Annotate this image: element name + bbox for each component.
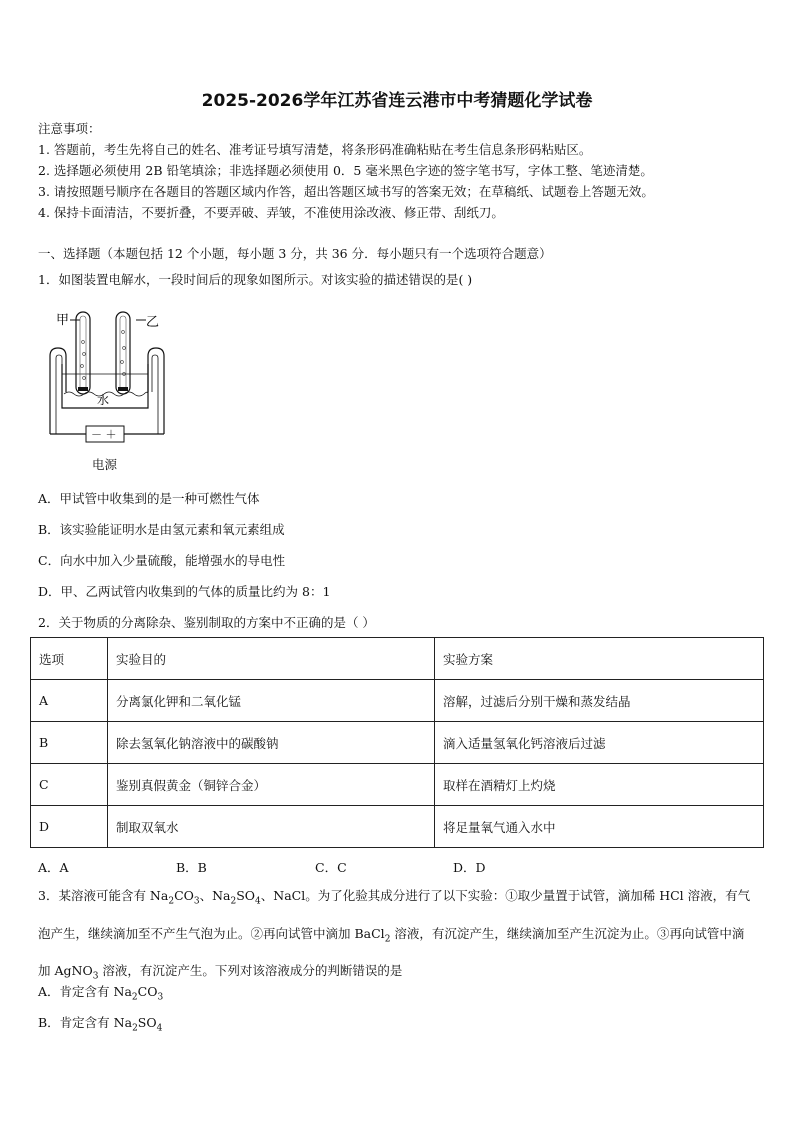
question-2-stem: 2．关于物质的分离除杂、鉴别制取的方案中不正确的是（ ） xyxy=(38,615,375,630)
q1-option-d: D．甲、乙两试管内收集到的气体的质量比约为 8：1 xyxy=(38,584,331,599)
q2-answer-c: C．C xyxy=(315,860,347,875)
table-cell: C xyxy=(31,764,108,806)
question-1-stem: 1．如图装置电解水，一段时间后的现象如图所示。对该实验的描述错误的是( ) xyxy=(38,272,473,287)
label-jia: 甲 xyxy=(56,312,70,327)
notice-heading: 注意事项： xyxy=(38,121,101,136)
notice-item-4: 4. 保持卡面清洁，不要折叠，不要弄破、弄皱，不准使用涂改液、修正带、刮纸刀。 xyxy=(38,205,504,220)
table-cell: 取样在酒精灯上灼烧 xyxy=(435,764,764,806)
header-option: 选项 xyxy=(31,638,108,680)
notice-item-3: 3. 请按照题号顺序在各题目的答题区域内作答，超出答题区域书写的答案无效；在草稿纸、试题卷上答题无效。 xyxy=(38,184,654,199)
table-row xyxy=(31,722,764,764)
q2-answer-b: B．B xyxy=(176,860,207,875)
table-cell: 将足量氧气通入水中 xyxy=(435,806,764,848)
table-cell: 制取双氧水 xyxy=(108,806,435,848)
table-row xyxy=(31,680,764,722)
label-water: 水 xyxy=(97,393,110,407)
power-polarity: － ＋ xyxy=(91,428,117,441)
electrolysis-diagram xyxy=(40,302,180,472)
q2-answer-a: A．A xyxy=(38,860,69,875)
table-cell: A xyxy=(31,680,108,722)
section-heading: 一、选择题（本题包括 12 个小题，每小题 3 分，共 36 分．每小题只有一个选项符合题意） xyxy=(38,246,552,261)
table-cell: 分离氯化钾和二氧化锰 xyxy=(108,680,435,722)
table-cell: D xyxy=(31,806,108,848)
table-row xyxy=(31,806,764,848)
table-cell: 鉴别真假黄金（铜锌合金） xyxy=(108,764,435,806)
q1-option-a: A．甲试管中收集到的是一种可燃性气体 xyxy=(38,491,260,506)
table-row xyxy=(31,764,764,806)
header-plan: 实验方案 xyxy=(435,638,764,680)
table-cell: 除去氢氧化钠溶液中的碳酸钠 xyxy=(108,722,435,764)
q3-option-b: B．肯定含有 $Na_2SO_4$ xyxy=(38,1015,163,1034)
table-cell: 溶解，过滤后分别干燥和蒸发结晶 xyxy=(435,680,764,722)
header-purpose: 实验目的 xyxy=(108,638,435,680)
q1-option-c: C．向水中加入少量硫酸，能增强水的导电性 xyxy=(38,553,286,568)
table-header-row xyxy=(31,638,764,680)
table-cell: 滴入适量氢氧化钙溶液后过滤 xyxy=(435,722,764,764)
question-3-stem: 3．某溶液可能含有 $Na_2CO_3$、$Na_2SO_4$、NaCl。为了化验其成分进行了以下实验：①取少量置于试管，滴加稀 HCl 溶液，有气泡产生，继续滴加至不产生气泡为止。②再向试管中滴加 BaCl$_2$ 溶液，有沉淀产生，继续滴加至产生沉淀为止。③再向试管中滴加 AgNO$_3$ 溶液，有沉淀产生。下列对该溶液成分的判断错误的是 xyxy=(38,888,751,982)
exam-title: 2025-2026学年江苏省连云港市中考猜题化学试卷 xyxy=(201,91,593,111)
power-label: 电源 xyxy=(92,457,118,472)
q3-option-a: A．肯定含有 $Na_2CO_3$ xyxy=(38,984,164,1003)
table-cell: B xyxy=(31,722,108,764)
label-yi: 乙 xyxy=(146,314,160,329)
q2-answer-d: D．D xyxy=(453,860,486,875)
q1-option-b: B．该实验能证明水是由氢元素和氧元素组成 xyxy=(38,522,285,537)
notice-item-2: 2. 选择题必须使用 2B 铅笔填涂；非选择题必须使用 0．5 毫米黑色字迹的签字笔书写，字体工整、笔迹清楚。 xyxy=(38,163,653,178)
q2-options-table xyxy=(30,637,764,848)
notice-item-1: 1. 答题前，考生先将自己的姓名、准考证号填写清楚，将条形码准确粘贴在考生信息条形码粘贴区。 xyxy=(38,142,592,157)
